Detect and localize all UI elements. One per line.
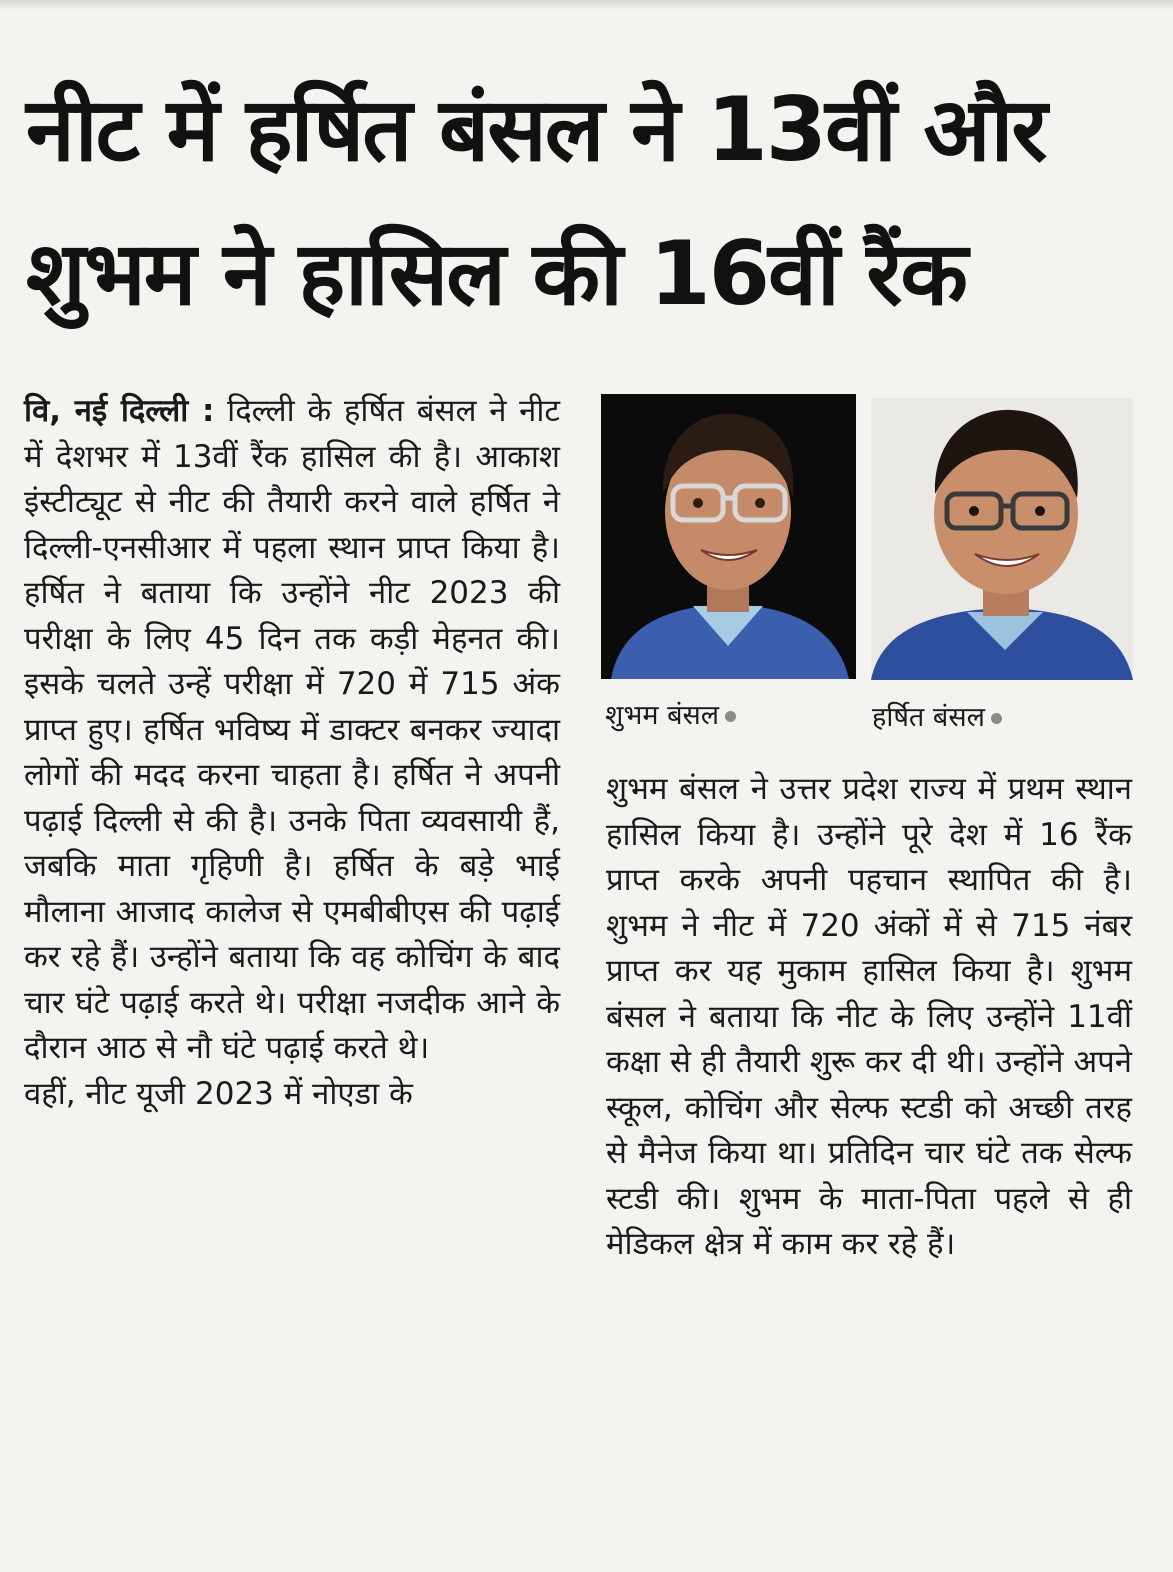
right-paragraph: शुभम बंसल ने उत्तर प्रदेश राज्य में प्रथम स्थान हासिल किया है। उन्होंने पूरे देश में 16 रैंक प्राप्त करके अपनी पहचान स्थापित की है। शुभम ने नीट में 720 अंकों में से 715 नंबर प्राप्त कर यह मुकाम हासिल किया है। शुभम बंसल ने बताया कि नीट के लिए उन्होंने 11वीं कक्षा से ही तैयारी शुरू कर दी थी। उन्होंने अपने स्कूल, कोचिंग और सेल्फ स्टडी को अच्छी तरह से मैनेज किया था। प्रतिदिन चार घंटे तक सेल्फ स्टडी की। शुभम के माता-पिता पहले से ही मेडिकल क्षेत्र में काम कर रहे हैं। <box>606 771 1132 1262</box>
headline <box>26 58 1146 346</box>
caption-bullet-icon <box>991 713 1002 724</box>
photo-harshit-bansal <box>871 398 1133 680</box>
caption-harshit-text: हर्षित बंसल <box>872 702 985 733</box>
portrait-harshit-graphic <box>871 398 1133 680</box>
portrait-shubham-graphic <box>601 394 856 679</box>
caption-shubham <box>605 695 736 732</box>
caption-shubham-text: शुभम बंसल <box>605 700 720 731</box>
dateline: वि, नई दिल्ली : <box>24 393 215 429</box>
left-paragraph-2: वहीं, नीट यूजी 2023 में नोएडा के <box>24 1075 413 1112</box>
headline-line-1: नीट में हर्षित बंसल ने 13वीं और <box>26 78 1046 181</box>
page-top-edge <box>0 0 1173 10</box>
left-paragraph-1 <box>24 389 560 1072</box>
caption-bullet-icon <box>725 711 736 722</box>
headline-line-2: शुभम ने हासिल की 16वीं रैंक <box>26 222 966 325</box>
photo-shubham-bansal <box>601 394 856 679</box>
left-column <box>24 389 560 1117</box>
left-paragraph-1-text: दिल्ली के हर्षित बंसल ने नीट में देशभर में 13वीं रैंक हासिल की है। आकाश इंस्टीट्यूट से नीट की तैयारी करने वाले हर्षित ने दिल्ली-एनसीआर में पहला स्थान प्राप्त किया है। हर्षित ने बताया कि उन्होंने नीट 2023 की परीक्षा के लिए 45 दिन तक कड़ी मेहनत की। इसके चलते उन्हें परीक्षा में 720 में 715 अंक प्राप्त हुए। हर्षित भविष्य में डाक्टर बनकर ज्यादा लोगों की मदद करना चाहता है। हर्षित ने अपनी पढ़ाई दिल्ली से की है। उनके पिता व्यवसायी हैं, जबकि माता गृहिणी है। हर्षित के बड़े भाई मौलाना आजाद कालेज से एमबीबीएस की पढ़ाई कर रहे हैं। उन्होंने बताया कि वह कोचिंग के बाद चार घंटे पढ़ाई करते थे। परीक्षा नजदीक आने के दौरान आठ से नौ घंटे पढ़ाई करते थे। <box>24 393 561 1066</box>
caption-harshit <box>872 697 1002 734</box>
right-column <box>606 767 1132 1268</box>
